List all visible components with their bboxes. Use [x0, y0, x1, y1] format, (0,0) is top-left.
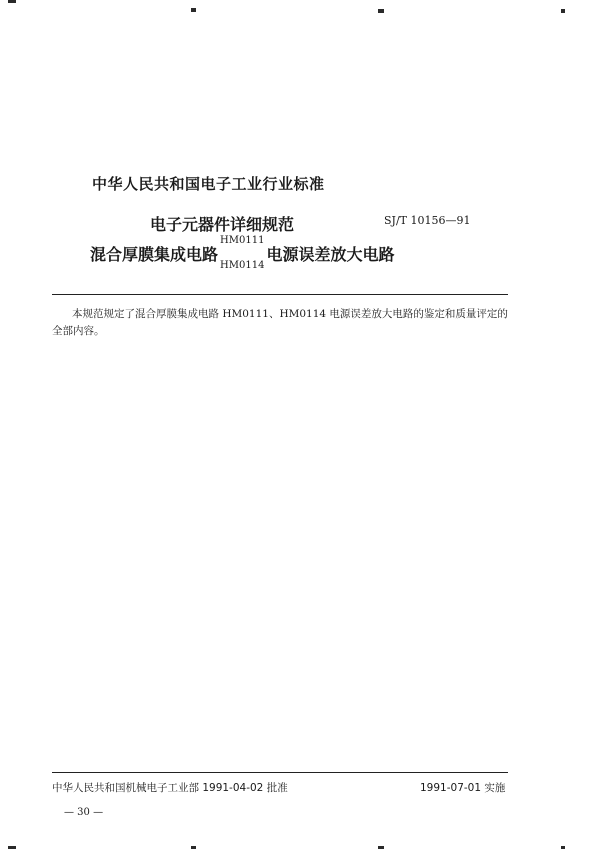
bottom-divider — [52, 772, 508, 773]
model-bottom: HM0114 — [220, 260, 265, 271]
title-line-2-suffix: 电源误差放大电路 — [266, 244, 395, 264]
scan-speck — [561, 9, 565, 13]
scan-speck — [378, 9, 384, 13]
page-number: — 30 — — [64, 807, 104, 818]
title-line-1: 电子元器件详细规范 — [150, 215, 295, 234]
implementation-date: 1991-07-01 实施 — [420, 782, 506, 794]
standard-header: 中华人民共和国电子工业行业标准 — [92, 175, 325, 193]
model-numbers — [220, 235, 265, 271]
scan-speck — [8, 0, 16, 3]
title-line-2 — [90, 235, 395, 271]
scan-speck — [191, 8, 196, 12]
scope-paragraph: 本规范规定了混合厚膜集成电路 HM0111、HM0114 电源误差放大电路的鉴定和质量评定的全部内容。 — [52, 308, 508, 337]
approval-line: 中华人民共和国机械电子工业部 1991-04-02 批准 — [52, 782, 288, 794]
model-top: HM0111 — [220, 235, 265, 246]
title-line-2-prefix: 混合厚膜集成电路 — [90, 244, 219, 264]
top-divider — [52, 294, 508, 295]
standard-number: SJ/T 10156—91 — [384, 214, 471, 227]
